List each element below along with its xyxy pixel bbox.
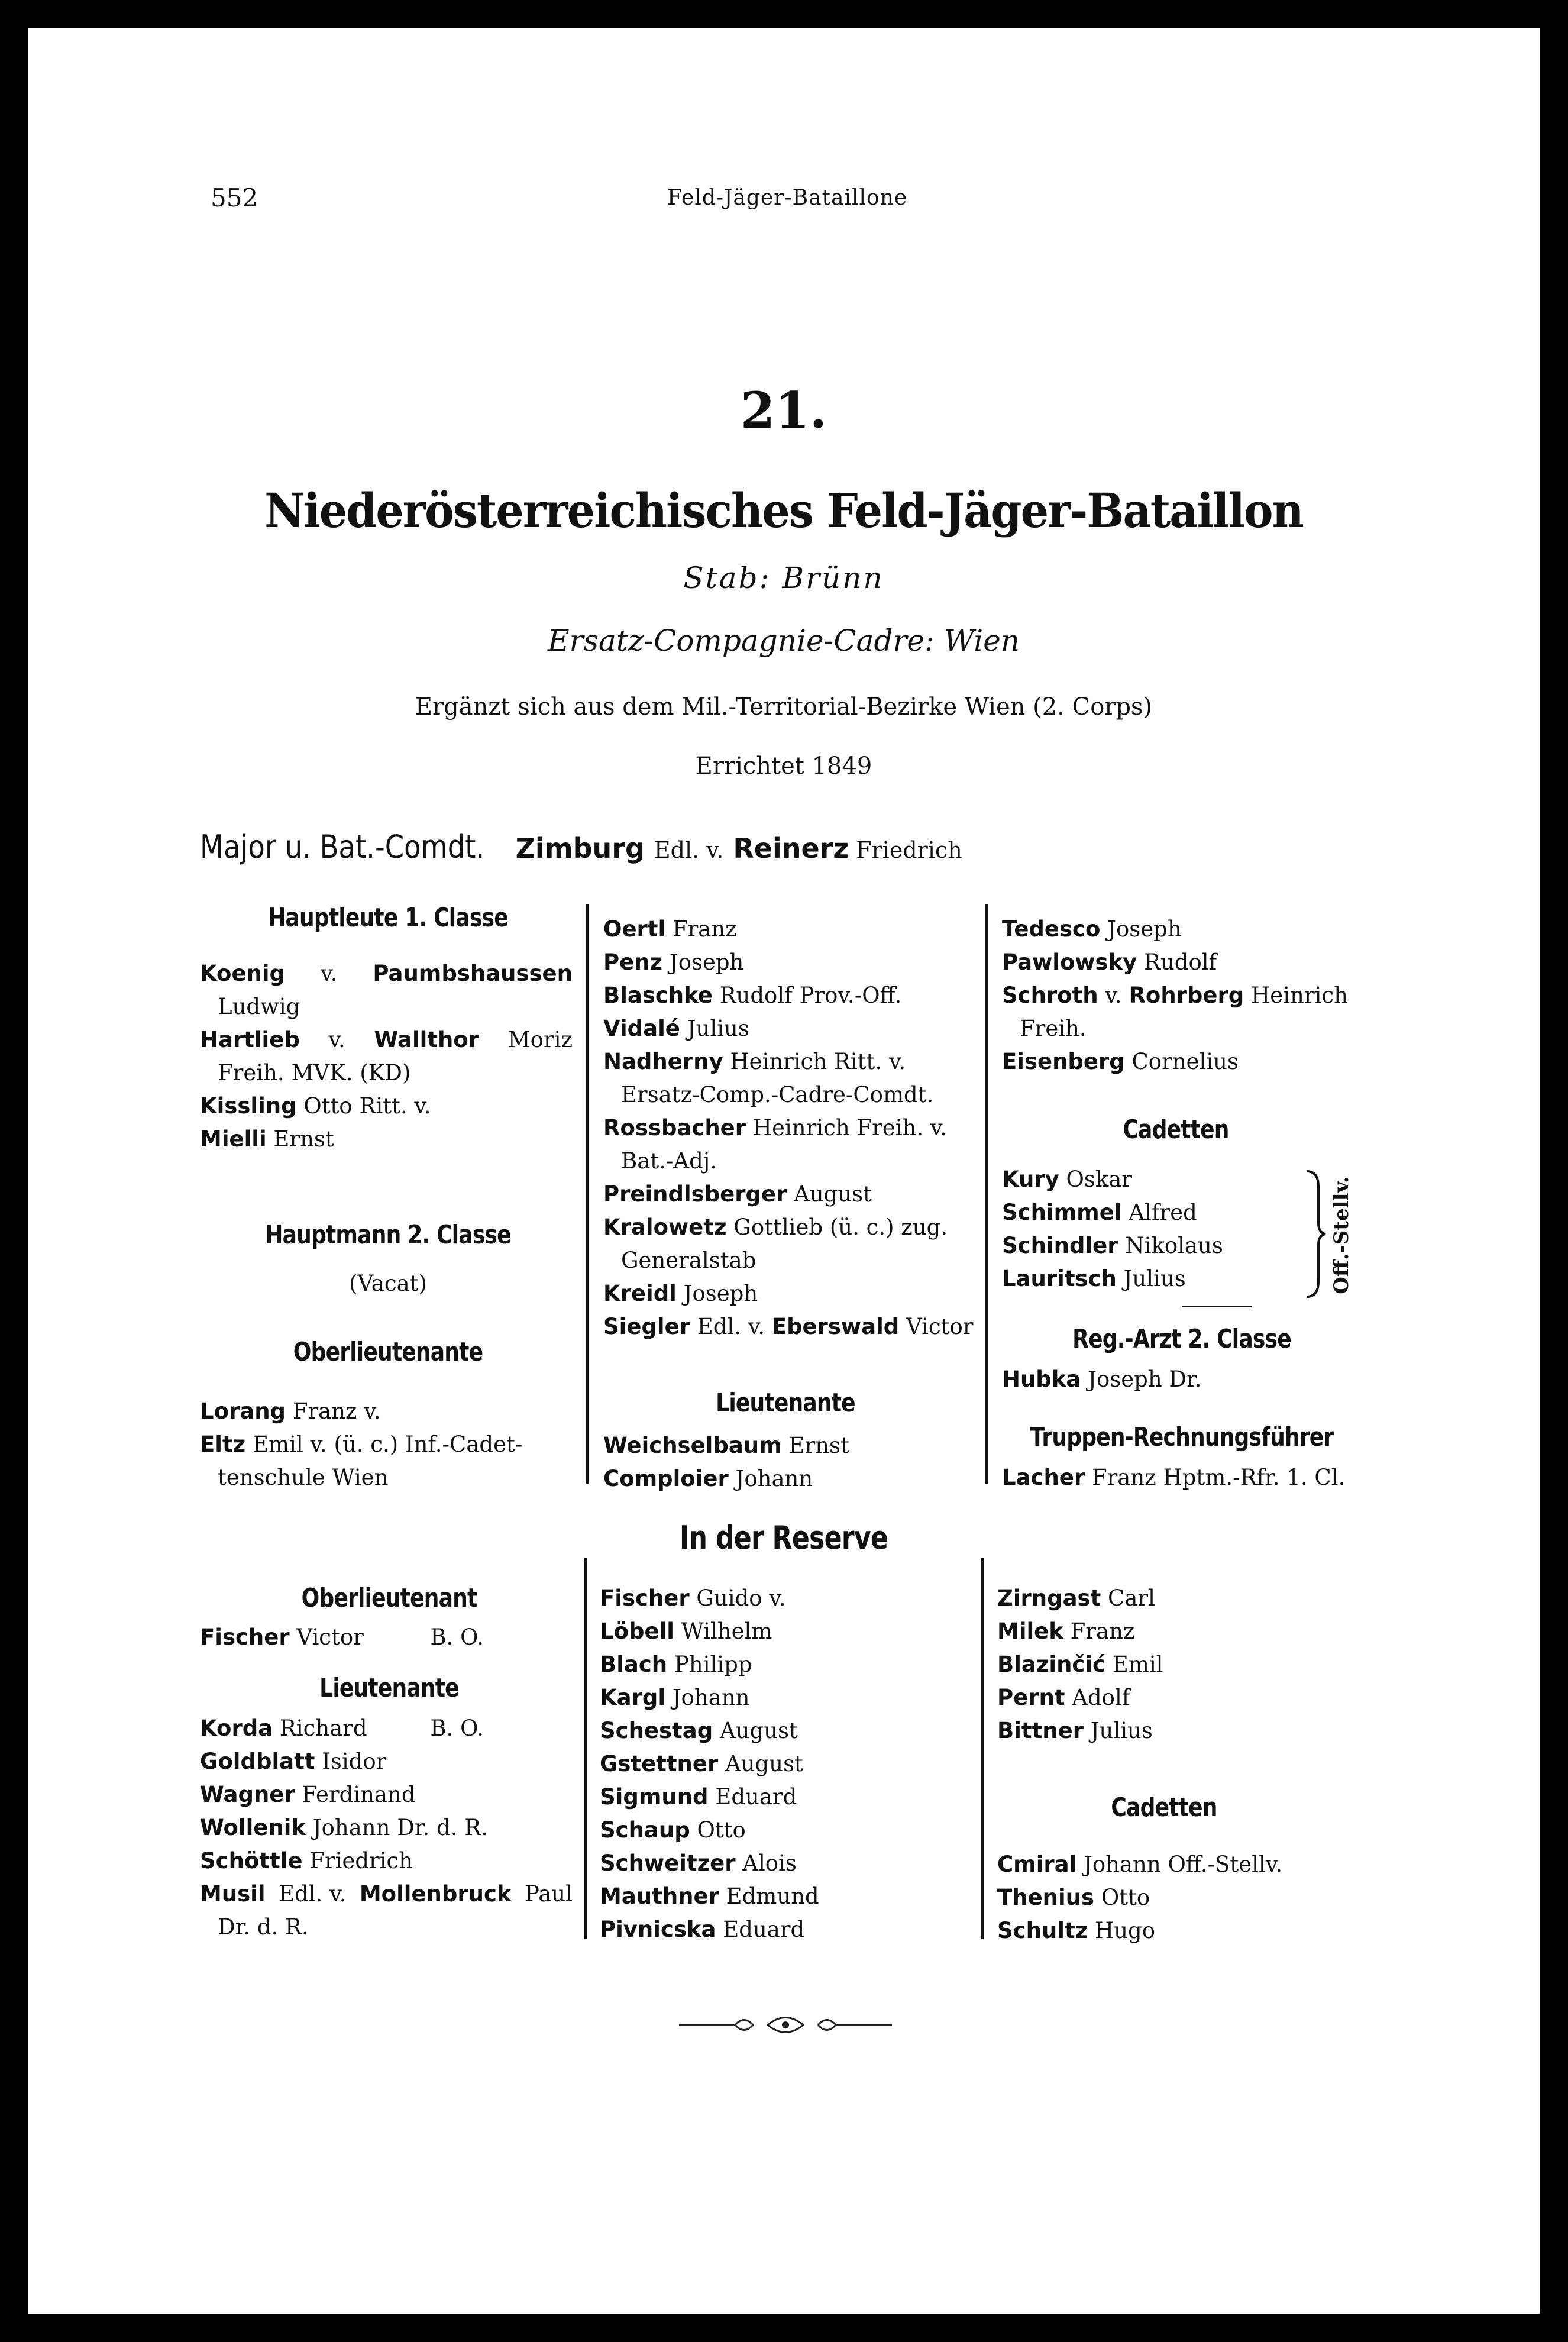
entry-name: Lorang (200, 1398, 286, 1424)
entry-thenius: Thenius Otto (997, 1885, 1150, 1910)
entry-gstettner: Gstettner August (600, 1751, 803, 1776)
heading-lieutenante: Lieutenante (716, 1388, 855, 1418)
entry-pernt: Pernt Adolf (997, 1685, 1130, 1710)
entry-kreidl: Kreidl Joseph (603, 1281, 758, 1306)
entry-name: Oertl (603, 916, 666, 942)
entry-name: Pawlowsky (1002, 949, 1137, 975)
entry-name: Blaschke (603, 983, 713, 1008)
entry-name: Fischer (200, 1624, 290, 1650)
entry-schultz: Schultz Hugo (997, 1918, 1155, 1943)
entry-pawlowsky: Pawlowsky Rudolf (1002, 949, 1217, 975)
entry-name: Pernt (997, 1685, 1065, 1710)
entry-korda: Korda Richard B. O. (200, 1716, 484, 1741)
regarzt-list (1002, 1363, 1416, 1396)
heading-oberlieutenante: Oberlieutenante (293, 1337, 483, 1367)
entry-name: Korda (200, 1716, 273, 1741)
entry-name: Rossbacher (603, 1115, 746, 1141)
ergaenzt-line: Ergänzt sich aus dem Mil.-Territorial-Bezirke Wien (2. Corps) (415, 693, 1153, 721)
entry-name: Pivnicska (600, 1917, 716, 1942)
commander-particle: Edl. v. (654, 837, 724, 863)
entry-blaschke: Blaschke Rudolf Prov.-Off. (603, 983, 902, 1008)
heading-cadetten: Cadetten (1123, 1115, 1229, 1145)
entry-name: Tedesco (1002, 916, 1101, 942)
commander-predicate: Reinerz (733, 832, 849, 864)
column-rule-active-1 (586, 904, 589, 1484)
entry-name: Cmiral (997, 1852, 1077, 1877)
entry-blach: Blach Philipp (600, 1652, 752, 1677)
page-number: 552 (211, 183, 258, 212)
entry-name: Hartlieb (200, 1027, 300, 1052)
active-col2-list-b (603, 1429, 976, 1495)
column-rule-reserve-1 (584, 1558, 587, 1939)
ersatz-line: Ersatz-Compagnie-Cadre: Wien (547, 624, 1020, 658)
entry-name: Schestag (600, 1718, 713, 1743)
running-title: Feld-Jäger-Bataillone (667, 186, 908, 210)
entry-name: Fischer (600, 1585, 690, 1611)
entry-goldblatt: Goldblatt Isidor (200, 1749, 387, 1774)
entry-name: Preindlsberger (603, 1181, 787, 1207)
entry-koenig: Koenig v. Paumbshaussen (200, 957, 573, 990)
reserve-col1-list-b (200, 1712, 573, 1944)
entry-name: Koenig (200, 961, 286, 986)
ornament-divider-icon (679, 2010, 892, 2040)
entry-zirngast: Zirngast Carl (997, 1585, 1155, 1611)
entry-penz: Penz Joseph (603, 949, 744, 975)
entry-hubka: Hubka Joseph Dr. (1002, 1367, 1202, 1392)
entry-kralowetz-cont: Generalstab (621, 1248, 756, 1273)
entry-wollenik: Wollenik Johann Dr. d. R. (200, 1815, 488, 1840)
entry-name: Kissling (200, 1093, 297, 1119)
cadet-lauritsch: Lauritsch Julius (1002, 1266, 1186, 1291)
reserve-col1-list-a (200, 1621, 484, 1654)
heading-reserve-oberlieutenant: Oberlieutenant (301, 1583, 477, 1613)
active-col1-list-a (200, 957, 573, 1156)
entry-fischer-victor: Fischer Victor B. O. (200, 1624, 484, 1650)
entry-name: Blazinčić (997, 1652, 1105, 1677)
entry-name: Vidalé (603, 1016, 680, 1041)
entry-eltz-cont: tenschule Wien (218, 1465, 389, 1490)
entry-name: Kralowetz (603, 1214, 727, 1240)
entry-name: Goldblatt (200, 1749, 315, 1774)
entry-name: Schweitzer (600, 1850, 736, 1876)
entry-vidale: Vidalé Julius (603, 1016, 749, 1041)
entry-preindlsberger: Preindlsberger August (603, 1181, 872, 1207)
entry-rossbacher-cont: Bat.-Adj. (621, 1148, 717, 1174)
reserve-cadet-list (997, 1848, 1411, 1947)
entry-koenig-cont: Ludwig (218, 994, 300, 1019)
entry-bittner: Bittner Julius (997, 1718, 1153, 1743)
cadet-kury: Kury Oskar (1002, 1167, 1132, 1192)
active-col2-list-a (603, 913, 976, 1343)
heading-truppen-rechnungsfuehrer: Truppen-Rechnungsführer (1030, 1422, 1334, 1452)
entry-kralowetz: Kralowetz Gottlieb (ü. c.) zug. (603, 1214, 948, 1240)
entry-name: Eisenberg (1002, 1049, 1125, 1074)
entry-schweitzer: Schweitzer Alois (600, 1850, 797, 1876)
column-rule-active-2 (985, 904, 988, 1484)
entry-name: Blach (600, 1652, 668, 1677)
entry-fischer-guido: Fischer Guido v. (600, 1585, 786, 1611)
errichtet-line: Errichtet 1849 (695, 752, 872, 780)
page-title: Niederösterreichisches Feld-Jäger-Bataillon (264, 483, 1303, 538)
entry-wagner: Wagner Ferdinand (200, 1782, 416, 1807)
entry-name: Eltz (200, 1432, 246, 1457)
entry-name: Thenius (997, 1885, 1095, 1910)
entry-schaup: Schaup Otto (600, 1817, 746, 1843)
entry-name: Weichselbaum (603, 1433, 782, 1458)
entry-name: Wollenik (200, 1815, 306, 1840)
entry-name: Schaup (600, 1817, 690, 1843)
entry-name: Penz (603, 949, 663, 975)
entry-mielli: Mielli Ernst (200, 1126, 334, 1152)
stab-line: Stab: Brünn (683, 561, 884, 595)
entry-name: Löbell (600, 1619, 674, 1644)
entry-musil: Musil Edl. v. Mollenbruck Paul (200, 1878, 573, 1911)
entry-name: Mielli (200, 1126, 267, 1152)
entry-name: Mauthner (600, 1884, 719, 1909)
entry-name: Musil (200, 1881, 266, 1907)
entry-name: Kargl (600, 1685, 666, 1710)
entry-name: Schimmel (1002, 1200, 1122, 1225)
heading-reg-arzt: Reg.-Arzt 2. Classe (1072, 1324, 1291, 1354)
entry-schroth-cont: Freih. (1020, 1016, 1087, 1041)
entry-name: Schultz (997, 1918, 1088, 1943)
cadet-list (1002, 1163, 1298, 1296)
heading-reserve-lieutenante: Lieutenante (319, 1673, 459, 1703)
entry-hartlieb-cont: Freih. MVK. (KD) (218, 1060, 411, 1086)
heading-hauptmann-2: Hauptmann 2. Classe (265, 1220, 511, 1250)
heading-reserve-cadetten: Cadetten (1111, 1792, 1217, 1823)
active-col3-list-a (1002, 913, 1416, 1078)
entry-nadherny-cont: Ersatz-Comp.-Cadre-Comdt. (621, 1082, 934, 1107)
cadet-schindler: Schindler Nikolaus (1002, 1233, 1223, 1258)
entry-pivnicska: Pivnicska Eduard (600, 1917, 805, 1942)
reserve-col3-list (997, 1582, 1411, 1747)
entry-sigmund: Sigmund Eduard (600, 1784, 797, 1810)
vacat: (Vacat) (349, 1271, 427, 1296)
entry-cmiral: Cmiral Johann Off.-Stellv. (997, 1852, 1283, 1877)
column-rule-reserve-2 (981, 1558, 984, 1939)
entry-name: Sigmund (600, 1784, 709, 1810)
entry-lacher: Lacher Franz Hptm.-Rfr. 1. Cl. (1002, 1465, 1346, 1490)
entry-lorang: Lorang Franz v. (200, 1398, 381, 1424)
section-number: 21. (740, 381, 827, 440)
commander-line (200, 828, 962, 865)
heading-hauptleute-1: Hauptleute 1. Classe (268, 903, 508, 933)
entry-name: Wagner (200, 1782, 295, 1807)
entry-name: Comploier (603, 1466, 729, 1491)
entry-oertl: Oertl Franz (603, 916, 737, 942)
entry-nadherny: Nadherny Heinrich Ritt. v. (603, 1049, 906, 1074)
entry-musil-cont: Dr. d. R. (218, 1914, 309, 1940)
commander-rank: Major u. Bat.-Comdt. (200, 828, 485, 865)
entry-name: Schöttle (200, 1848, 303, 1873)
entry-name: Nadherny (603, 1049, 723, 1074)
entry-tedesco: Tedesco Joseph (1002, 916, 1182, 942)
entry-name: Zirngast (997, 1585, 1101, 1611)
entry-siegler: Siegler Edl. v. Eberswald Victor (603, 1314, 974, 1339)
entry-comploier: Comploier Johann (603, 1466, 813, 1491)
entry-mauthner: Mauthner Edmund (600, 1884, 819, 1909)
short-rule (1182, 1306, 1252, 1307)
entry-eisenberg: Eisenberg Cornelius (1002, 1049, 1239, 1074)
entry-name: Schindler (1002, 1233, 1118, 1258)
brace-label: Off.-Stellv. (1330, 1176, 1353, 1294)
entry-milek: Milek Franz (997, 1619, 1135, 1644)
entry-blazincic: Blazinčić Emil (997, 1652, 1163, 1677)
entry-schestag: Schestag August (600, 1718, 798, 1743)
heading-reserve: In der Reserve (679, 1519, 888, 1556)
entry-name: Schroth (1002, 983, 1098, 1008)
entry-name: Hubka (1002, 1367, 1081, 1392)
entry-name: Kury (1002, 1167, 1059, 1192)
truppen-list (1002, 1461, 1428, 1494)
commander-surname: Zimburg (515, 832, 645, 864)
entry-weichselbaum: Weichselbaum Ernst (603, 1433, 849, 1458)
entry-kargl: Kargl Johann (600, 1685, 750, 1710)
entry-rossbacher: Rossbacher Heinrich Freih. v. (603, 1115, 948, 1141)
reserve-col2-list (600, 1582, 972, 1946)
entry-name: Gstettner (600, 1751, 719, 1776)
entry-name: Lauritsch (1002, 1266, 1117, 1291)
cadet-schimmel: Schimmel Alfred (1002, 1200, 1197, 1225)
entry-schoettle: Schöttle Friedrich (200, 1848, 413, 1873)
entry-eltz: Eltz Emil v. (ü. c.) Inf.-Cadet- (200, 1432, 523, 1457)
entry-hartlieb: Hartlieb v. Wallthor Moriz (200, 1023, 573, 1057)
document-page (28, 28, 1540, 2314)
commander-given: Friedrich (856, 837, 962, 863)
active-col1-list-b (200, 1395, 573, 1494)
entry-loebell: Löbell Wilhelm (600, 1619, 772, 1644)
brace-icon (1303, 1169, 1327, 1299)
entry-name: Siegler (603, 1314, 690, 1339)
entry-name: Lacher (1002, 1465, 1085, 1490)
entry-name: Bittner (997, 1718, 1084, 1743)
entry-schroth: Schroth v. Rohrberg Heinrich (1002, 983, 1348, 1008)
entry-kissling: Kissling Otto Ritt. v. (200, 1093, 431, 1119)
entry-name: Kreidl (603, 1281, 677, 1306)
entry-name: Milek (997, 1619, 1063, 1644)
